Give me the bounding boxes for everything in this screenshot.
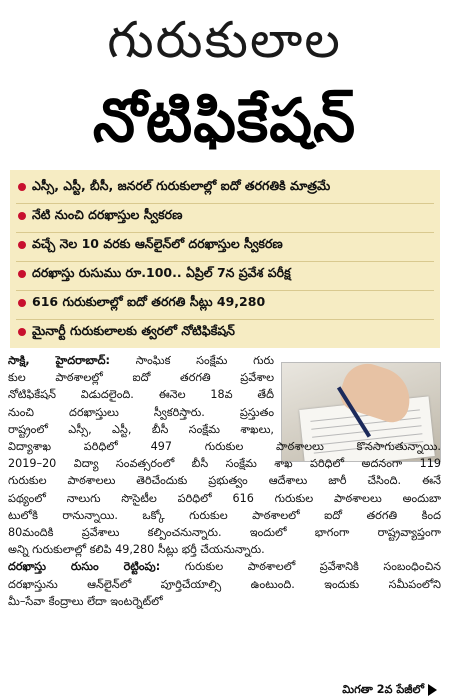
highlight-text: దరఖాస్తు రుసుము రూ.100.. ఏప్రిల్ 7న ప్రవేశ పరీక్ష [32, 264, 291, 280]
article-line: మీ–సేవా కేంద్రాలు లేదా ఇంటర్నెట్‌లో [8, 594, 163, 608]
article-line: నోటిఫికేషన్ విడుదలైంది. ఈనెల 18వ తేదీ [8, 388, 274, 402]
highlight-text: మైనార్టీ గురుకులాలకు త్వరలో నోటిఫికేషన్ [32, 322, 235, 338]
headline-line-2: నోటిఫికేషన్ [92, 86, 357, 156]
highlight-text: ఎస్సీ, ఎస్టీ, బీసీ, జనరల్ గురుకులాల్లో ఐదో తరగతికి మాత్రమే [32, 177, 331, 193]
article-line: నుంచి దరఖాస్తులు స్వీకరిస్తారు. ప్రస్తుతం [8, 405, 274, 419]
highlight-item [10, 232, 440, 258]
article-line: సాంఘిక సంక్షేమ గురు [109, 354, 274, 367]
bullet-icon [18, 299, 26, 307]
bullet-icon [18, 212, 26, 220]
article-line: పథ్యంలో నాలుగు సొసైటీల పరిధిలో 616 గురుకుల పాఠశాలలు అందుబా [8, 491, 441, 505]
bullet-icon [18, 270, 26, 278]
highlight-item [10, 290, 440, 316]
article-line: టులోకి రానున్నాయి. ఒక్కో గురుకుల పాఠశాలలో ఐదో తరగతి కింద [8, 508, 441, 522]
article-body [8, 352, 441, 698]
article-line: అన్ని గురుకులాల్లో కలిపి 49,280 సీట్లు భర్తీ చేయనున్నారు. [8, 543, 265, 557]
article-line: గురుకుల పాఠశాలలు తెరిచేందుకు ప్రభుత్వం ఆదేశాలు జారీ చేసింది. ఈనే [8, 474, 441, 488]
highlight-item [10, 174, 440, 200]
article-line: 80మందికి ప్రవేశాలు కల్పించనున్నారు. ఇందులో భాగంగా రాష్ట్రవ్యాప్తంగా [8, 525, 441, 539]
subhead: దరఖాస్తు రుసుం రెట్టింపు: [8, 560, 161, 574]
dateline: సాక్షి, హైదరాబాద్: [8, 354, 110, 367]
article-line: దరఖాస్తును ఆన్‌లైన్‌లో పూర్తిచేయాల్సి ఉంటుంది. ఇందుకు సమీపంలోని [8, 577, 441, 591]
article-line: రాష్ట్రంలో ఎస్సీ, ఎస్టీ, బీసీ సంక్షేమ శాఖలు, [8, 422, 274, 436]
highlights-box [10, 170, 440, 348]
continued-on-page [342, 681, 437, 698]
highlight-text: 616 గురుకులాల్లో ఐదో తరగతి సీట్లు 49,280 [32, 293, 266, 309]
bullet-icon [18, 241, 26, 249]
highlight-text: నేటి నుంచి దరఖాస్తుల స్వీకరణ [32, 206, 183, 222]
continued-text: మిగతా 2వ పేజీలో [342, 683, 424, 696]
article-line: 2019–20 విద్యా సంవత్సరంలో బీసీ సంక్షేమ శాఖ పరిధిలో అదనంగా 119 [8, 457, 441, 471]
article-line: కుల పాఠశాలల్లో ఐదో తరగతి ప్రవేశాల [8, 371, 274, 385]
bullet-icon [18, 328, 26, 336]
article-line: విద్యాశాఖ పరిధిలో 497 గురుకుల పాఠశాలలు కొనసాగుతున్నాయి. [8, 440, 441, 453]
article-main [8, 438, 441, 610]
right-triangle-icon [428, 684, 437, 696]
bullet-icon [18, 183, 26, 191]
article-intro [8, 352, 274, 438]
highlight-item [10, 261, 440, 287]
highlight-item [10, 319, 440, 345]
highlight-text: వచ్చే నెల 10 వరకు ఆన్‌లైన్‌లో దరఖాస్తుల స్వీకరణ [32, 235, 283, 251]
headline-line-1: గురుకులాల [107, 11, 342, 69]
article-line: గురుకుల పాఠశాలలో ప్రవేశానికి సంబంధించిన [160, 560, 441, 574]
highlight-item [10, 203, 440, 229]
